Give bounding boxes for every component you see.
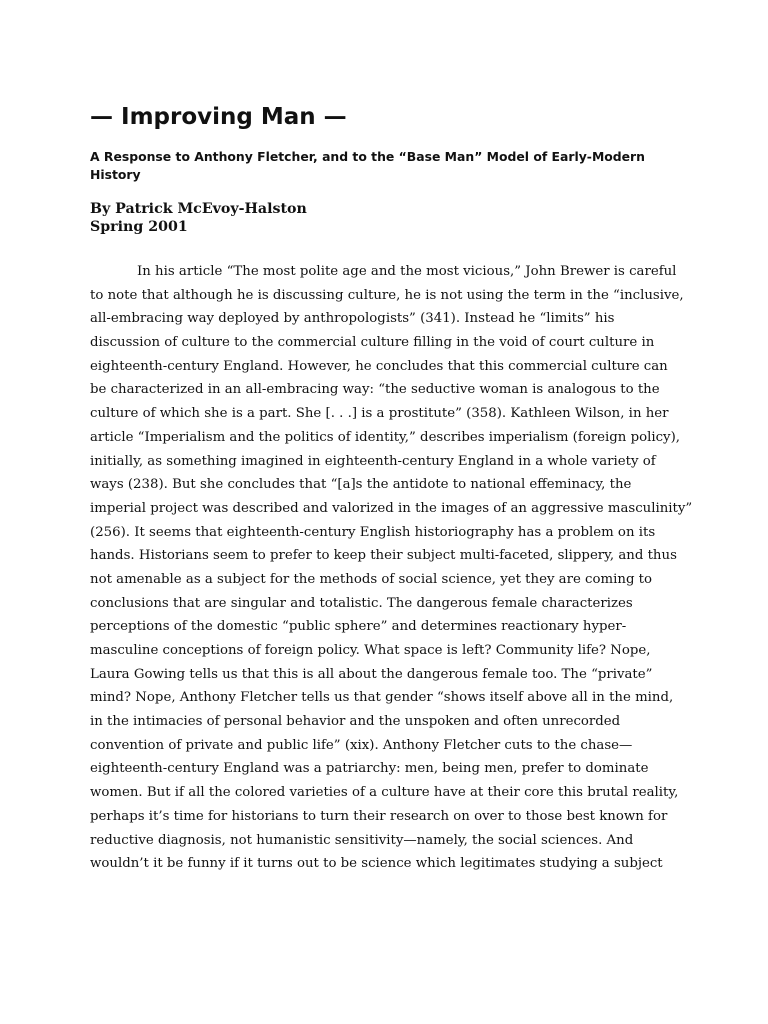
body-line: wouldn’t it be funny if it turns out to be science which legitimates studying a subject [90, 856, 663, 872]
body-line: initially, as something imagined in eighteenth-century England in a whole variety of [90, 453, 656, 469]
body-paragraph [90, 260, 693, 876]
body-line: discussion of culture to the commercial culture filling in the void of court culture in [90, 335, 655, 351]
body-line: not amenable as a subject for the methods of social science, yet they are coming to [90, 571, 653, 587]
body-line: culture of which she is a part. She [. . .] is a prostitute” (358). Kathleen Wilson, in her [90, 406, 669, 422]
body-line: to note that although he is discussing culture, he is not using the term in the “inclusive, [90, 287, 684, 303]
body-line: convention of private and public life” (xix). Anthony Fletcher cuts to the chase— [90, 737, 633, 753]
body-line: be characterized in an all-embracing way: “the seductive woman is analogous to the [90, 382, 660, 398]
body-line: eighteenth-century England. However, he concludes that this commercial culture can [90, 358, 668, 374]
body-line: masculine conceptions of foreign policy. What space is left? Community life? Nope, [90, 643, 651, 658]
body-line: (256). It seems that eighteenth-century English historiography has a problem on its [90, 524, 656, 540]
publication-date: Spring 2001 [90, 219, 188, 235]
body-line: ways (238). But she concludes that “[a]s the antidote to national effeminacy, the [90, 477, 632, 493]
body-line: conclusions that are singular and totalistic. The dangerous female characterizes [90, 595, 633, 611]
byline [90, 200, 307, 236]
body-line: hands. Historians seem to prefer to keep their subject multi-faceted, slippery, and thus [90, 548, 677, 564]
body-line: perhaps it’s time for historians to turn their research on over to those best known for [90, 808, 668, 824]
body-line: all-embracing way deployed by anthropologists” (341). Instead he “limits” his [90, 311, 615, 327]
body-line: in the intimacies of personal behavior and the unspoken and often unrecorded [90, 714, 621, 730]
body-line: In his article “The most polite age and the most vicious,” John Brewer is careful [137, 264, 677, 279]
body-line: eighteenth-century England was a patriarchy: men, being men, prefer to dominate [90, 761, 649, 777]
body-line: Laura Gowing tells us that this is all about the dangerous female too. The “private” [90, 666, 653, 682]
body-line: mind? Nope, Anthony Fletcher tells us that gender “shows itself above all in the mind, [90, 690, 674, 706]
body-line: imperial project was described and valorized in the images of an aggressive masculinity” [90, 500, 693, 516]
author-name: By Patrick McEvoy-Halston [90, 201, 307, 217]
page-subtitle: A Response to Anthony Fletcher, and to the “Base Man” Model of Early-Modern History [90, 149, 645, 182]
body-line: reductive diagnosis, not humanistic sensitivity—namely, the social sciences. And [90, 832, 634, 848]
body-line: women. But if all the colored varieties of a culture have at their core this brutal reality, [90, 785, 679, 801]
page-title: — Improving Man — [90, 104, 347, 130]
body-line: perceptions of the domestic “public sphere” and determines reactionary hyper- [90, 619, 627, 635]
body-line: article “Imperialism and the politics of identity,” describes imperialism (foreign policy), [90, 429, 680, 445]
